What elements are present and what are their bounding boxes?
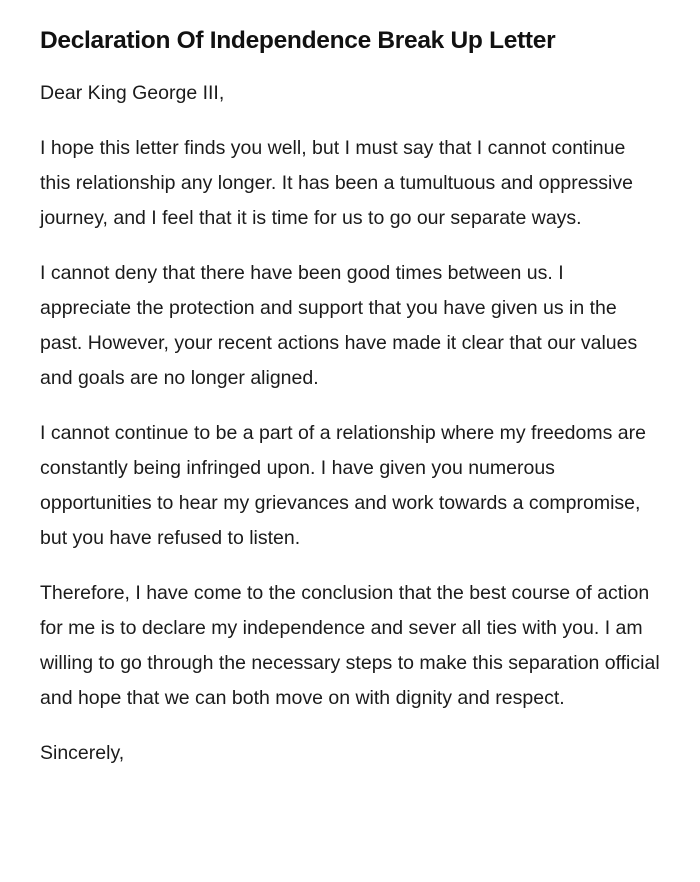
letter-closing: Sincerely, xyxy=(40,742,125,764)
letter-paragraph-1: I hope this letter finds you well, but I must say that I cannot continue this relationship any longer. It has been a tumultuous and oppressive journey, and I feel that it is time for us to go our separate ways. xyxy=(40,137,633,229)
letter-paragraph-4: Therefore, I have come to the conclusion that the best course of action for me is to declare my independence and sever all ties with you. I am willing to go through the necessary steps to make this separation official and hope that we can both move on with dignity and respect. xyxy=(40,582,660,709)
letter-title: Declaration Of Independence Break Up Letter xyxy=(40,27,556,54)
letter-paragraph-3: I cannot continue to be a part of a relationship where my freedoms are constantly being infringed upon. I have given you numerous opportunities to hear my grievances and work towards a compromise, but you have refused to listen. xyxy=(40,422,646,549)
letter-paragraph-2: I cannot deny that there have been good times between us. I appreciate the protection and support that you have given us in the past. However, your recent actions have made it clear that our values and goals are no longer aligned. xyxy=(40,262,638,389)
letter-salutation: Dear King George III, xyxy=(40,82,225,104)
